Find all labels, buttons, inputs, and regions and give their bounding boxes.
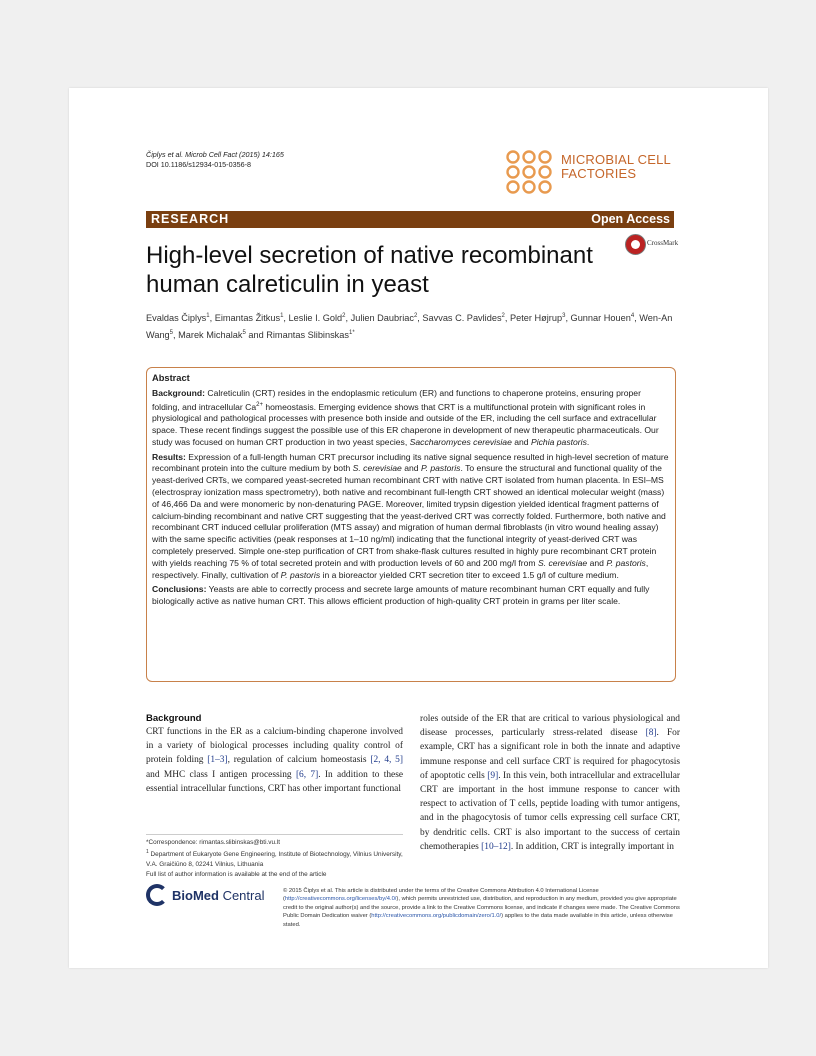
publisher-name-rest: Central [218, 888, 265, 903]
species-name: P. pastoris [280, 569, 321, 580]
author-name[interactable]: Marek Michalak$^5$ [178, 330, 246, 341]
abstract-heading: Abstract [152, 373, 190, 383]
article-type-label: RESEARCH [151, 212, 230, 226]
author-separator: , [504, 313, 510, 324]
citation-link[interactable]: [2, 4, 5] [370, 755, 403, 766]
body-text: CRT functions in the ER as a calcium-binding chaperone involved in a variety of biological processes including quality control of protein folding [146, 727, 403, 766]
crossmark-icon [625, 234, 646, 255]
author-name[interactable]: Evaldas Čiplys$^1$ [146, 313, 210, 324]
author-affiliation-sup: 4 [630, 313, 635, 319]
abstract-background-label: Background: [152, 387, 205, 398]
citation-link[interactable]: [10–12] [481, 841, 511, 852]
publisher-logo [146, 884, 276, 914]
article-page [69, 88, 768, 968]
species-name: P. pastoris [420, 463, 461, 474]
abstract-text: homeostasis. Emerging evidence shows that CRT is a multifunctional protein with significant roles in physiological and pathological processes with presence both inside and outside of the ER, including the cell surface and extracellular space. These recent findings suggest the possible use of this ER chaperone in development of new therapeutic pharmaceuticals. Our study was focused on human CRT production in two yeast species, [152, 401, 659, 447]
author-affiliation-sup: 1 [206, 313, 210, 319]
body-text: and MHC class I antigen processing [146, 769, 296, 780]
author-separator: , [173, 330, 179, 341]
body-column-right [420, 712, 680, 854]
author-affiliation-sup: 3 [562, 313, 566, 319]
author-name[interactable]: Wen-An Wang$^5$ [146, 313, 673, 341]
author-affiliation-sup: 2 [413, 313, 418, 319]
citation-block [146, 150, 284, 170]
affiliation-text: Department of Eukaryote Gene Engineering, Institute of Biotechnology, Vilnius University, V.A. Graičiūno 8, 02241 Vilnius, Lithuania [146, 850, 403, 868]
body-column-left [146, 712, 403, 796]
license-link[interactable]: http://creativecommons.org/licenses/by/4.0/ [284, 896, 397, 903]
abstract-box [146, 367, 676, 682]
body-text: . In this vein, both intracellular and extracellular CRT are important in the host immune response to cancer with respect to activation of T cells, peptide loading with tumor antigens, and in the phagocytosis of tumor cells expressing cell surface CRT, by dendritic cells. CRT is also important to the success of certain chemotherapies [420, 770, 680, 852]
abstract-conclusions [152, 584, 670, 608]
body-text: roles outside of the ER that are critical to various physiological and disease processes, particularly stress-related disease [420, 714, 680, 739]
abstract-results [152, 452, 670, 582]
citation-link[interactable]: [8] [645, 728, 657, 739]
author-name[interactable]: Peter Højrup$^3$ [510, 313, 566, 324]
article-title: High-level secretion of native recombinant human calreticulin in yeast [146, 242, 593, 298]
body-text: . For example, CRT has a significant role in both the innate and adaptive immune response and cell surface CRT is required for phagocytosis of apoptotic cells [420, 728, 680, 781]
license-part: © 2015 Čiplys et al. This article is distributed under the terms of the Creative Commons Attribution 4.0 International License ( [283, 888, 599, 903]
journal-logo-dots-icon [505, 150, 555, 196]
biomed-central-logo-icon [146, 884, 168, 906]
author-affiliation-sup: 5 [242, 330, 246, 337]
author-name[interactable]: Rimantas Slibinskas$^{1*}$ [266, 330, 355, 341]
public-domain-link[interactable]: http://creativecommons.org/publicdomain/zero/1.0/ [371, 913, 502, 920]
abstract-text: and [511, 436, 531, 447]
journal-name-line2: FACTORIES [561, 166, 637, 181]
abstract-text: Yeasts are able to correctly process and secrete large amounts of mature recombinant human CRT equally and fully biologically active as native human CRT. This allows efficient production of high-quality CRT protein in grams per liter scale. [152, 584, 650, 607]
abstract-text: . [586, 436, 590, 447]
abstract-text: and [587, 557, 607, 568]
body-text: , regulation of calcium homeostasis [227, 755, 371, 766]
license-text [283, 887, 683, 929]
abstract-text: Expression of a full-length human CRT precursor including its native signal sequence resulted in high-level secretion of mature recombinant protein into the culture medium by both [152, 451, 669, 474]
abstract-text: . To ensure the structural and functional quality of the yeast-derived CRTs, we compared yeast-secreted human recombinant CRT with native CRT isolated from human placenta. In ESI–MS (electrospray ionization mass spectrometry), both native and recombinant full-length CRT showed an identical molecular weight (mass) of 46,466 Da and were monomeric by non-denaturing PAGE. Moreover, limited trypsin digestion yielded identical fragment patterns of calcium-binding recombinant and native CRT suggesting that the yeast-derived CRT was correctly folded. Furthermore, both native and recombinant CRT induced cellular proliferation (MTS assay) and migration of human dermal fibroblasts (in vitro wound healing assay) with the same specific activities (peak responses at 1–10 ng/ml) indicating that the functional integrity of yeast-derived CRT was completely preserved. Simple one-step purification of CRT from shake-flask cultures resulted in highly pure recombinant CRT protein with yields reaching 75 % of total secreted protein and with production levels of 60 and 200 mg/l from [152, 463, 666, 568]
doi-line: DOI 10.1186/s12934-015-0356-8 [146, 160, 251, 169]
abstract-conclusions-label: Conclusions: [152, 584, 207, 595]
citation-link[interactable]: [6, 7] [295, 769, 319, 780]
author-list [146, 309, 686, 343]
author-name[interactable]: Gunnar Houen$^4$ [570, 313, 635, 324]
journal-name-line1: MICROBIAL CELL [561, 152, 671, 167]
citation-line: Čiplys et al. Microb Cell Fact (2015) 14:165 [146, 150, 284, 159]
abstract-text: in a bioreactor yielded CRT secretion titer to exceed 1.5 g/l of culture medium. [320, 569, 619, 580]
crossmark-label: CrossMark [647, 239, 679, 247]
abstract-background [152, 388, 670, 449]
author-name[interactable]: Savvas C. Pavlides$^2$ [422, 313, 505, 324]
author-name[interactable]: Julien Daubriac$^2$ [350, 313, 418, 324]
footnotes [146, 834, 403, 879]
species-name: Saccharomyces cerevisiae [409, 436, 512, 447]
author-separator: , [345, 313, 351, 324]
correspondence-note: *Correspondence: rimantas.slibinskas@bti.vu.lt [146, 839, 281, 846]
species-name: P. pastoris [606, 557, 646, 568]
publisher-name-bold: BioMed [172, 888, 219, 903]
author-separator: , [634, 313, 640, 324]
journal-logo [505, 150, 735, 196]
author-affiliation-sup: 2 [342, 313, 346, 319]
affiliation-note [146, 848, 403, 870]
citation-link[interactable]: [1–3] [207, 755, 228, 766]
superscript: 1 [146, 848, 149, 855]
species-name: S. cerevisiae [537, 557, 588, 568]
abstract-text: , respectively. Finally, cultivation of [152, 557, 649, 580]
superscript: 2+ [256, 401, 263, 408]
crossmark-badge[interactable] [625, 234, 695, 256]
author-affiliation-sup: 1 [280, 313, 284, 319]
license-part: ), which permits unrestricted use, distribution, and reproduction in any medium, provided you give appropriate credit to the original author(s) and the source, provide a link to the Creative Commons license, and indicate if changes were made. The Creative Commons Public Domain Dedication waiver ( [283, 896, 680, 920]
abstract-text: Calreticulin (CRT) resides in the endoplasmic reticulum (ER) and functions to chaperone proteins, ensuring proper folding, and intracellular Ca [152, 387, 641, 412]
author-separator: , [283, 313, 289, 324]
body-text: . In addition to these essential intracellular functions, CRT has other important functional [146, 769, 403, 794]
author-separator: , [565, 313, 571, 324]
abstract-results-label: Results: [152, 451, 186, 462]
species-name: Pichia pastoris [530, 436, 587, 447]
author-info-note: Full list of author information is available at the end of the article [146, 870, 327, 878]
author-affiliation-sup: 1* [348, 330, 355, 337]
section-heading-background: Background [146, 713, 202, 724]
abstract-text: and [401, 463, 421, 474]
citation-link[interactable]: [9] [487, 770, 499, 781]
author-separator: and [245, 330, 267, 341]
open-access-label: Open Access [591, 212, 670, 226]
species-name: S. cerevisiae [352, 463, 402, 474]
author-affiliation-sup: 2 [501, 313, 505, 319]
author-name[interactable]: Leslie I. Gold$^2$ [288, 313, 346, 324]
license-part: ) applies to the data made available in this article, unless otherwise stated. [283, 913, 673, 928]
author-separator: , [209, 313, 215, 324]
author-affiliation-sup: 5 [169, 330, 174, 337]
section-bar [146, 211, 674, 228]
author-name[interactable]: Eimantas Žitkus$^1$ [214, 313, 284, 324]
body-text: . In addition, CRT is integrally important in [510, 841, 674, 852]
author-separator: , [417, 313, 423, 324]
